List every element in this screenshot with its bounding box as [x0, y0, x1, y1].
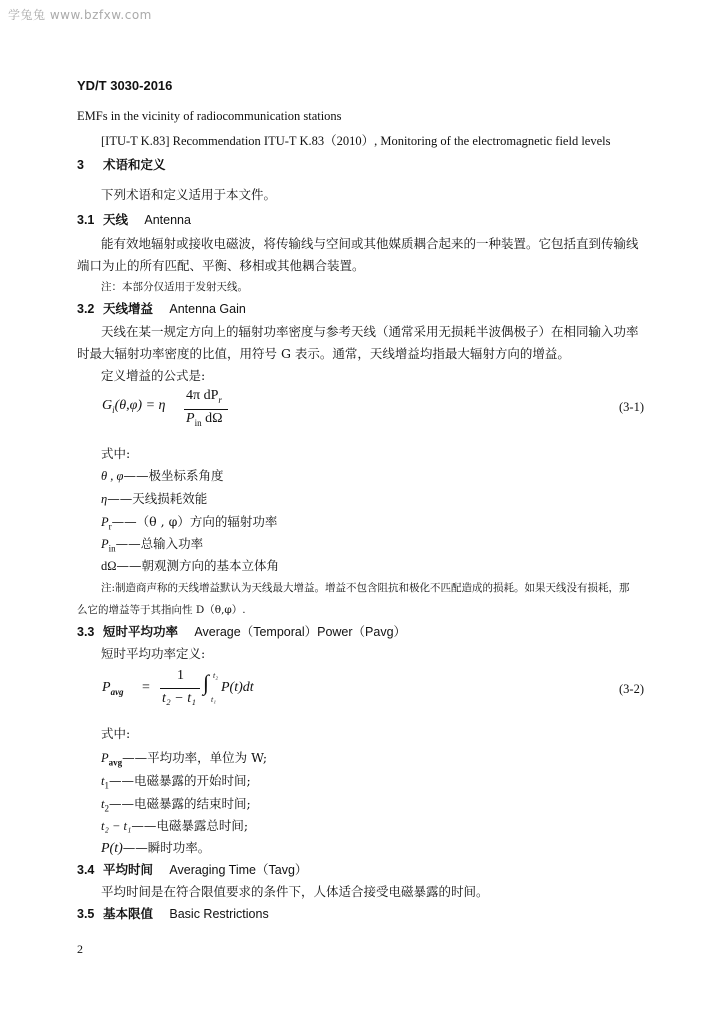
definition-item: $t_1——$电磁暴露的开始时间;	[101, 773, 251, 791]
formula-3-2-lhs: $P_{avg}$	[102, 680, 124, 697]
paragraph: 定义增益的公式是:	[101, 368, 206, 383]
section-number: 3.4	[77, 863, 95, 877]
paragraph: 时最大辐射功率密度的比值，用符号 G 表示。通常，天线增益均指最大辐射方向的增益。	[77, 346, 570, 361]
section-3-intro: 下列术语和定义适用于本文件。	[101, 187, 277, 202]
equation-number: (3-1)	[619, 400, 644, 414]
section-number: 3.5	[77, 907, 95, 921]
definition-item: η——天线损耗效能	[101, 491, 208, 506]
formula-3-2-numerator: 1	[177, 668, 184, 683]
definition-item: $P_r——(\theta$ , φ）方向的辐射功率	[101, 514, 278, 532]
section-number: 3.2	[77, 302, 95, 316]
section-title-en: Antenna Gain	[169, 302, 246, 316]
section-title: 天线增益	[103, 301, 154, 316]
note: 么它的增益等于其指向性 D（θ,φ）.	[77, 604, 246, 616]
paragraph: 端口为止的所有匹配、平衡、移相或其他耦合装置。	[77, 258, 365, 273]
watermark: 学兔兔 www.bzfxw.com	[8, 8, 152, 22]
definition-item: $P_{avg}——$平均功率，单位为 W;	[101, 750, 268, 768]
section-3-1-heading	[77, 210, 191, 228]
section-3-heading	[77, 155, 166, 173]
section-title: 短时平均功率	[103, 624, 179, 639]
definition-item: $P_{in}——$总输入功率	[101, 536, 204, 554]
note: 注：本部分仅适用于发射天线。	[101, 281, 248, 293]
section-title: 天线	[103, 212, 129, 227]
fraction-bar	[184, 409, 228, 410]
definition-item: θ , φ——极坐标系角度	[101, 468, 224, 483]
section-title: 术语和定义	[103, 157, 166, 172]
section-3-3-heading	[77, 622, 406, 640]
reference-line-1: EMFs in the vicinity of radiocommunication stations	[77, 109, 342, 123]
reference-line-2: [ITU-T K.83] Recommendation ITU-T K.83（2010）, Monitoring of the electromagnetic field levels	[101, 134, 611, 148]
paragraph: 短时平均功率定义:	[101, 646, 206, 661]
integrand: P(t)dt	[221, 680, 254, 695]
section-3-2-heading	[77, 299, 246, 317]
paragraph: 天线在某一规定方向上的辐射功率密度与参考天线（通常采用无损耗半波偶极子）在相同输入功率	[101, 324, 639, 339]
definition-item: $t_2——$电磁暴露的结束时间;	[101, 796, 251, 814]
formula-3-1-numerator: 4π $dP_r$	[186, 388, 222, 405]
formula-3-1-denominator: $P_{in}$ dΩ	[186, 411, 223, 428]
equation-number: (3-2)	[619, 682, 644, 696]
section-title: 基本限值	[103, 906, 154, 921]
page-number: 2	[77, 942, 83, 956]
note: 注:制造商声称的天线增益默认为天线最大增益。增益不包含阻抗和极化不匹配造成的损耗。如果天线没有损耗，那	[101, 582, 630, 594]
fraction-bar	[160, 688, 200, 689]
section-title-en: Basic Restrictions	[169, 907, 269, 921]
where-label: 式中:	[101, 446, 131, 461]
equals-sign: =	[142, 680, 150, 695]
paragraph: 能有效地辐射或接收电磁波，将传输线与空间或其他媒质耦合起来的一种装置。它包括直到传输线	[101, 236, 639, 251]
formula-3-1-lhs: $G_i(\theta,\varphi) = \eta$	[102, 398, 166, 415]
definition-item: P(t)——瞬时功率。	[101, 840, 211, 856]
integral-lower-limit: t₁	[211, 695, 217, 704]
section-title-en: Average（Temporal）Power（Pavg）	[194, 625, 407, 639]
integral-sign: ∫	[203, 670, 210, 695]
definition-item: t₂ − t₁——电磁暴露总时间;	[101, 818, 249, 833]
section-title: 平均时间	[103, 862, 154, 877]
section-title-en: Averaging Time（Tavg）	[169, 863, 308, 877]
section-3-5-heading	[77, 904, 269, 922]
document-number: YD/T 3030-2016	[77, 78, 173, 93]
section-title-en: Antenna	[144, 213, 191, 227]
section-number: 3	[77, 158, 84, 172]
formula-3-2-denominator: t₂ − t₁	[162, 691, 196, 706]
section-number: 3.3	[77, 625, 95, 639]
integral-upper-limit: t₂	[213, 671, 219, 680]
where-label: 式中:	[101, 726, 131, 741]
paragraph: 平均时间是在符合限值要求的条件下，人体适合接受电磁暴露的时间。	[101, 884, 489, 899]
section-number: 3.1	[77, 213, 95, 227]
definition-item: dΩ——朝观测方向的基本立体角	[101, 558, 280, 573]
section-3-4-heading	[77, 860, 307, 878]
